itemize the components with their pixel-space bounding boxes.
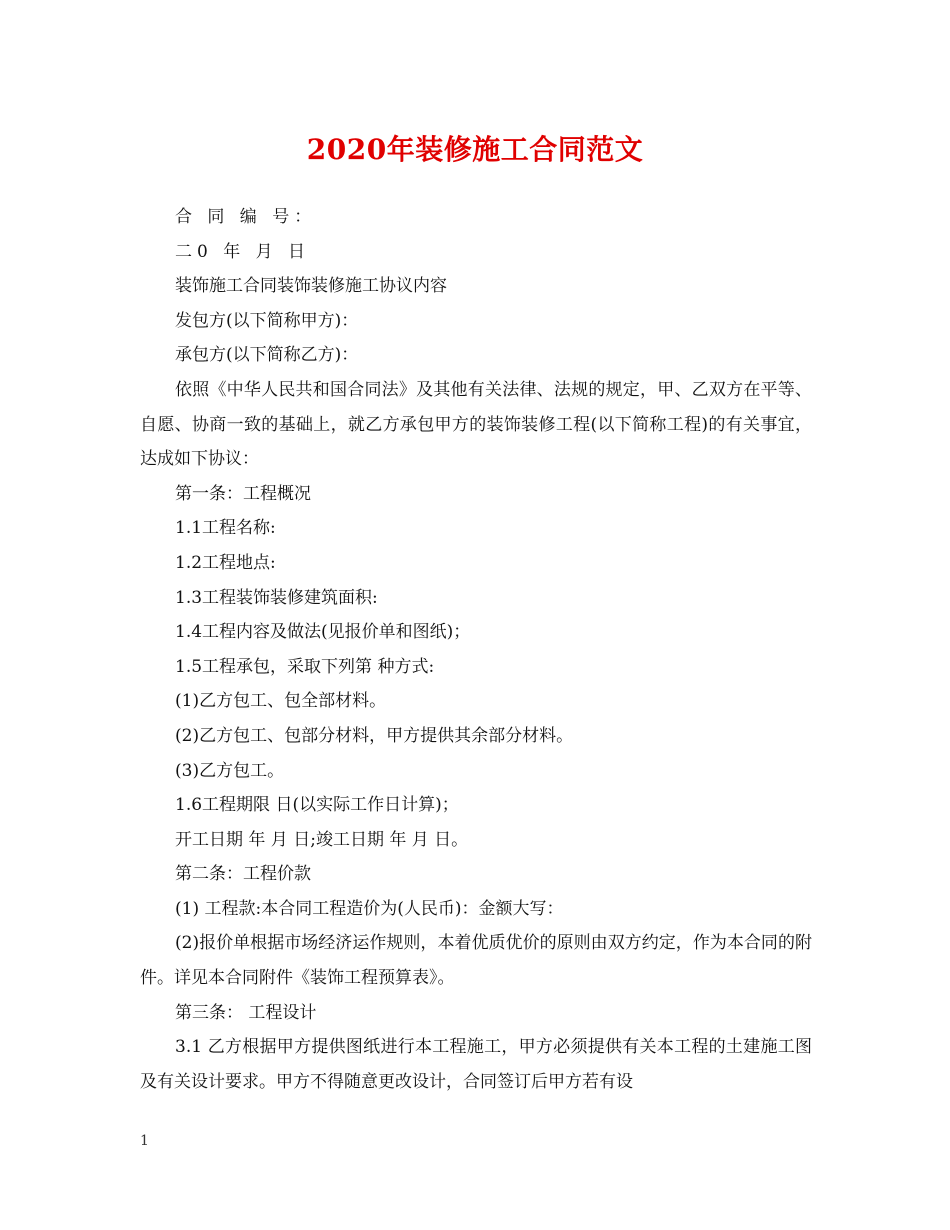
paragraph: 装饰施工合同装饰装修施工协议内容: [175, 276, 447, 297]
option-item: (2)乙方包工、包部分材料，甲方提供其余部分材料。: [175, 725, 574, 746]
party-a-line: 发包方(以下简称甲方)：: [175, 310, 359, 331]
clause-item: 1.5工程承包，采取下列第 种方式:: [175, 656, 435, 677]
preamble-paragraph: 依照《中华人民共和国合同法》及其他有关法律、法规的规定，甲、乙双方在平等、自愿、协商一致的基础上，就乙方承包甲方的装饰装修工程(以下简称工程)的有关事宜，达成如下协议：: [140, 379, 812, 470]
clause-item: (1) 工程款:本合同工程造价为(人民币)：金额大写：: [175, 898, 564, 919]
clause-item: 1.4工程内容及做法(见报价单和图纸)；: [175, 622, 471, 643]
article-heading: 第一条：工程概况: [175, 483, 311, 504]
document-body: [140, 200, 812, 1099]
party-b-line: 承包方(以下简称乙方)：: [175, 345, 359, 366]
contract-number-line: 合 同 编 号：: [175, 207, 317, 227]
clause-item: (2)报价单根据市场经济运作规则，本着优质优价的原则由双方约定，作为本合同的附件。详见本合同附件《装饰工程预算表》。: [140, 933, 812, 989]
clause-item: 开工日期 年 月 日;竣工日期 年 月 日。: [175, 829, 469, 850]
clause-item: 1.3工程装饰装修建筑面积:: [175, 587, 378, 608]
clause-item: 3.1 乙方根据甲方提供图纸进行本工程施工，甲方必须提供有关本工程的土建施工图及有关设计要求。甲方不得随意更改设计，合同签订后甲方若有设: [140, 1037, 812, 1092]
option-item: (1)乙方包工、包全部材料。: [175, 691, 387, 712]
date-line: 二0 年 月 日: [175, 241, 311, 262]
document-title: 2020年装修施工合同范文: [306, 133, 644, 166]
clause-item: 1.2工程地点:: [175, 552, 276, 573]
clause-item: 1.6工程期限 日(以实际工作日计算)；: [175, 795, 459, 816]
page-number: 1: [140, 1133, 149, 1149]
option-item: (3)乙方包工。: [175, 760, 285, 781]
article-heading: 第三条： 工程设计: [175, 1002, 317, 1023]
clause-item: 1.1工程名称:: [175, 518, 276, 539]
article-heading: 第二条：工程价款: [175, 864, 311, 885]
